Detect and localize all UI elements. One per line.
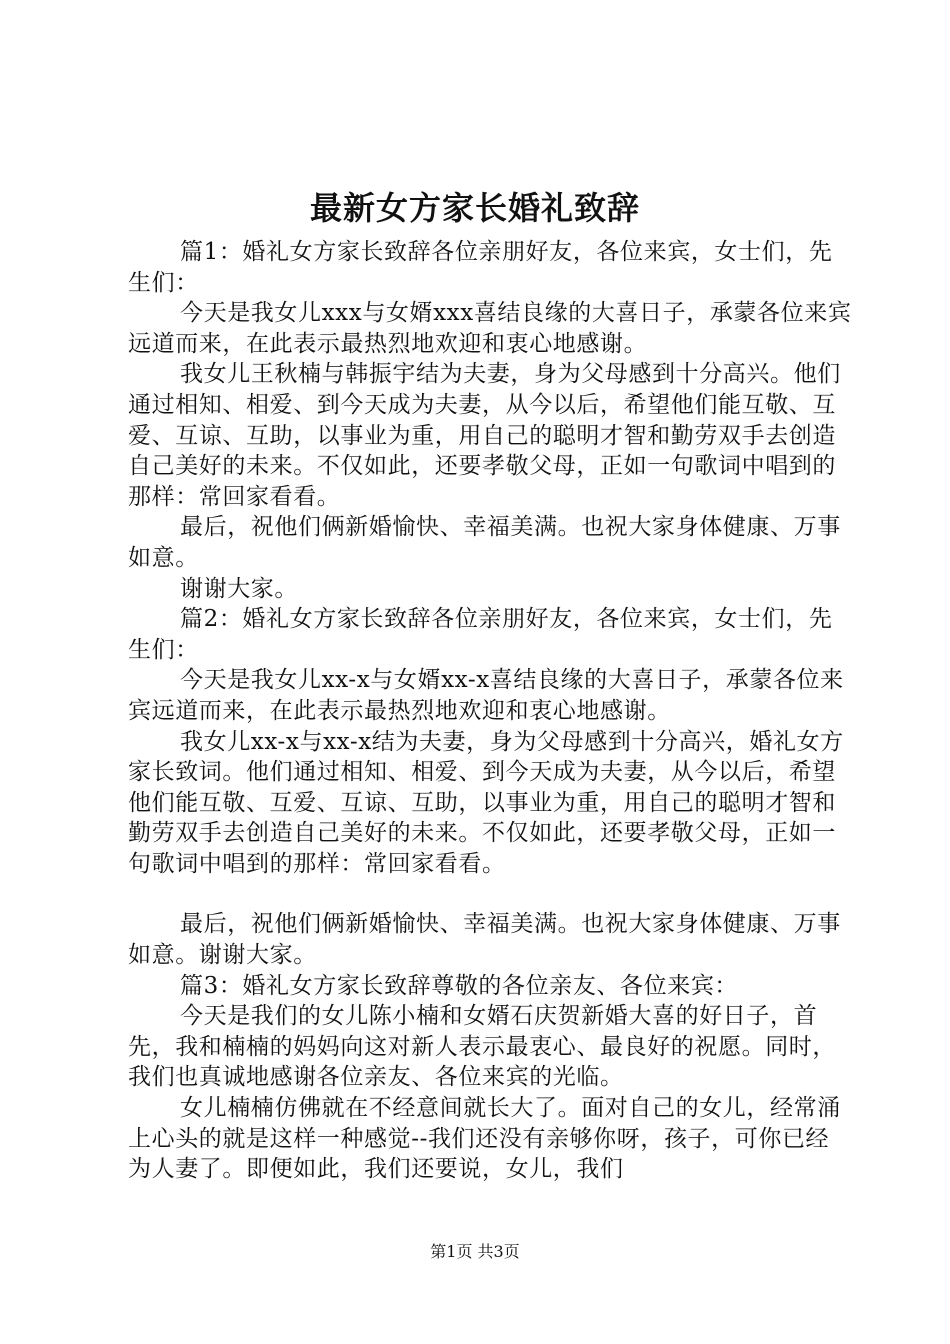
- paragraph: 最后，祝他们俩新婚愉快、幸福美满。也祝大家身体健康、万事如意。: [128, 514, 841, 571]
- paragraph: 女儿楠楠仿佛就在不经意间就长大了。面对自己的女儿，经常涌上心头的就是这样一种感觉--我们还没有亲够你呀，孩子，可你已经为人妻了。即便如此，我们还要说，女儿，我们: [128, 1095, 841, 1183]
- document-title: 最新女方家长婚礼致辞: [309, 189, 640, 227]
- paragraph: 最后，祝他们俩新婚愉快、幸福美满。也祝大家身体健康、万事如意。谢谢大家。: [128, 911, 841, 969]
- paragraph: 篇1：婚礼女方家长致辞各位亲朋好友，各位来宾，女士们，先生们：: [128, 239, 833, 296]
- paragraph: 我女儿王秋楠与韩振宇结为夫妻，身为父母感到十分高兴。他们通过相知、相爱、到今天成为夫妻，从今以后，希望他们能互敬、互爱、互谅、互助，以事业为重，用自己的聪明才智和勤劳双手去创造自己美好的未来。不仅如此，还要孝敬父母，正如一句歌词中唱到的那样：常回家看看。: [128, 361, 841, 510]
- paragraph: 篇2：婚礼女方家长致辞各位亲朋好友，各位来宾，女士们，先生们：: [128, 606, 833, 663]
- paragraph: 今天是我们的女儿陈小楠和女婿石庆贺新婚大喜的好日子，首先，我和楠楠的妈妈向这对新人表示最衷心、最良好的祝愿。同时，我们也真诚地感谢各位亲友、各位来宾的光临。: [128, 1003, 836, 1091]
- paragraph: 谢谢大家。: [180, 575, 298, 602]
- document-body: [128, 237, 852, 1185]
- paragraph: 今天是我女儿xx-x与女婿xx-x喜结良缘的大喜日子，承蒙各位来宾远道而来，在此表示最热烈地欢迎和衷心地感谢。: [128, 667, 844, 724]
- page-indicator: 第1页 共3页: [430, 1242, 520, 1261]
- paragraph: 今天是我女儿xxx与女婿xxx喜结良缘的大喜日子，承蒙各位来宾远道而来，在此表示最热烈地欢迎和衷心地感谢。: [128, 300, 852, 357]
- paragraph: 篇3：婚礼女方家长致辞尊敬的各位亲友、各位来宾：: [180, 972, 739, 999]
- page-footer: [0, 1242, 950, 1262]
- paragraph: 我女儿xx-x与xx-x结为夫妻，身为父母感到十分高兴，婚礼女方家长致词。他们通过相知、相爱、到今天成为夫妻，从今以后，希望他们能互敬、互爱、互谅、互助，以事业为重，用自己的聪明才智和勤劳双手去创造自己美好的未来。不仅如此，还要孝敬父母，正如一句歌词中唱到的那样：常回家看看。: [128, 728, 844, 877]
